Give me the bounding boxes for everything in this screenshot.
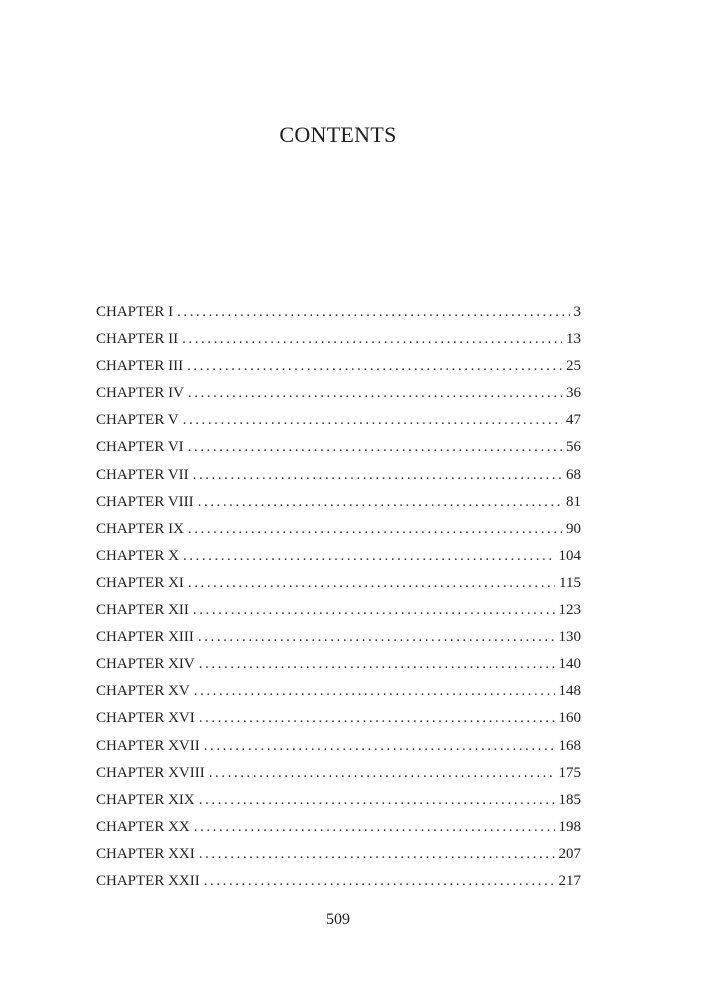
- toc-entry[interactable]: [96, 765, 581, 792]
- toc-page-number: 185: [558, 791, 581, 808]
- toc-chapter-label: CHAPTER VIII: [96, 493, 194, 510]
- toc-entry[interactable]: [96, 494, 581, 521]
- toc-entry[interactable]: [96, 467, 581, 494]
- dot-leader: [198, 629, 555, 646]
- contents-title: CONTENTS: [279, 122, 397, 147]
- dot-leader: [188, 575, 555, 592]
- toc-page-number: 13: [566, 331, 581, 348]
- toc-chapter-label: CHAPTER XVI: [96, 710, 195, 727]
- toc-chapter-label: CHAPTER II: [96, 331, 179, 348]
- toc-chapter-label: CHAPTER III: [96, 358, 184, 375]
- toc-page-number: 56: [566, 439, 581, 456]
- toc-chapter-label: CHAPTER I: [96, 304, 174, 320]
- toc-chapter-label: CHAPTER VI: [96, 439, 184, 456]
- toc-chapter-label: CHAPTER XIV: [96, 656, 195, 673]
- toc-page-number: 123: [558, 602, 581, 619]
- toc-page-number: 25: [566, 358, 581, 375]
- toc-chapter-label: CHAPTER XXI: [96, 845, 195, 862]
- toc-page-number: 148: [558, 683, 581, 700]
- toc-page-number: 217: [558, 872, 581, 889]
- dot-leader: [199, 656, 555, 673]
- toc-page-number: 198: [558, 818, 581, 835]
- dot-leader: [209, 765, 555, 782]
- toc-chapter-label: CHAPTER V: [96, 412, 179, 429]
- toc-page-number: 140: [558, 656, 581, 673]
- toc-page-number: 115: [559, 574, 581, 591]
- toc-entry[interactable]: [96, 629, 581, 656]
- dot-leader: [193, 602, 555, 619]
- toc-entry[interactable]: [96, 439, 581, 466]
- toc-page-number: 68: [566, 466, 581, 483]
- toc-chapter-label: CHAPTER XXII: [96, 872, 200, 889]
- toc-entry[interactable]: [96, 412, 581, 439]
- toc-chapter-label: CHAPTER IV: [96, 385, 184, 402]
- toc-entry[interactable]: [96, 683, 581, 710]
- dot-leader: [187, 358, 562, 375]
- dot-leader: [188, 521, 562, 538]
- toc-page-number: 47: [566, 412, 581, 429]
- toc-chapter-label: CHAPTER XVII: [96, 737, 200, 754]
- toc-chapter-label: CHAPTER XVIII: [96, 764, 205, 781]
- toc-page-number: 175: [558, 764, 581, 781]
- dot-leader: [194, 683, 555, 700]
- dot-leader: [199, 846, 555, 863]
- dot-leader: [188, 385, 562, 402]
- toc-chapter-label: CHAPTER XX: [96, 818, 190, 835]
- toc-chapter-label: CHAPTER XV: [96, 683, 190, 700]
- dot-leader: [199, 710, 555, 727]
- toc-entry[interactable]: [96, 792, 581, 819]
- toc-entry[interactable]: [96, 575, 581, 602]
- dot-leader: [177, 304, 569, 321]
- toc-entry[interactable]: [96, 548, 581, 575]
- toc-page-number: 130: [558, 629, 581, 646]
- toc-entry[interactable]: [96, 656, 581, 683]
- toc-page-number: 90: [566, 520, 581, 537]
- toc-page-number: 3: [573, 304, 581, 320]
- dot-leader: [204, 873, 555, 890]
- toc-page-number: 81: [566, 493, 581, 510]
- toc-page-number: 160: [558, 710, 581, 727]
- dot-leader: [199, 792, 555, 809]
- dot-leader: [193, 467, 562, 484]
- toc-entry[interactable]: [96, 304, 581, 331]
- toc-page-number: 36: [566, 385, 581, 402]
- dot-leader: [198, 494, 562, 511]
- table-of-contents: [96, 304, 581, 900]
- dot-leader: [183, 412, 562, 429]
- dot-leader: [194, 819, 555, 836]
- toc-chapter-label: CHAPTER XII: [96, 602, 189, 619]
- toc-entry[interactable]: [96, 358, 581, 385]
- toc-chapter-label: CHAPTER XIII: [96, 629, 194, 646]
- dot-leader: [183, 548, 555, 565]
- dot-leader: [188, 439, 562, 456]
- toc-entry[interactable]: [96, 385, 581, 412]
- toc-page-number: 168: [558, 737, 581, 754]
- dot-leader: [204, 738, 555, 755]
- toc-page-number: 104: [558, 547, 581, 564]
- toc-entry[interactable]: [96, 873, 581, 900]
- toc-chapter-label: CHAPTER IX: [96, 520, 184, 537]
- toc-entry[interactable]: [96, 846, 581, 873]
- toc-entry[interactable]: [96, 738, 581, 765]
- toc-chapter-label: CHAPTER XI: [96, 574, 184, 591]
- page-number: 509: [326, 911, 350, 928]
- toc-page-number: 207: [558, 845, 581, 862]
- toc-entry[interactable]: [96, 819, 581, 846]
- toc-chapter-label: CHAPTER XIX: [96, 791, 195, 808]
- toc-chapter-label: CHAPTER X: [96, 547, 179, 564]
- toc-entry[interactable]: [96, 602, 581, 629]
- toc-chapter-label: CHAPTER VII: [96, 466, 189, 483]
- dot-leader: [182, 331, 562, 348]
- toc-entry[interactable]: [96, 710, 581, 737]
- toc-entry[interactable]: [96, 331, 581, 358]
- toc-entry[interactable]: [96, 521, 581, 548]
